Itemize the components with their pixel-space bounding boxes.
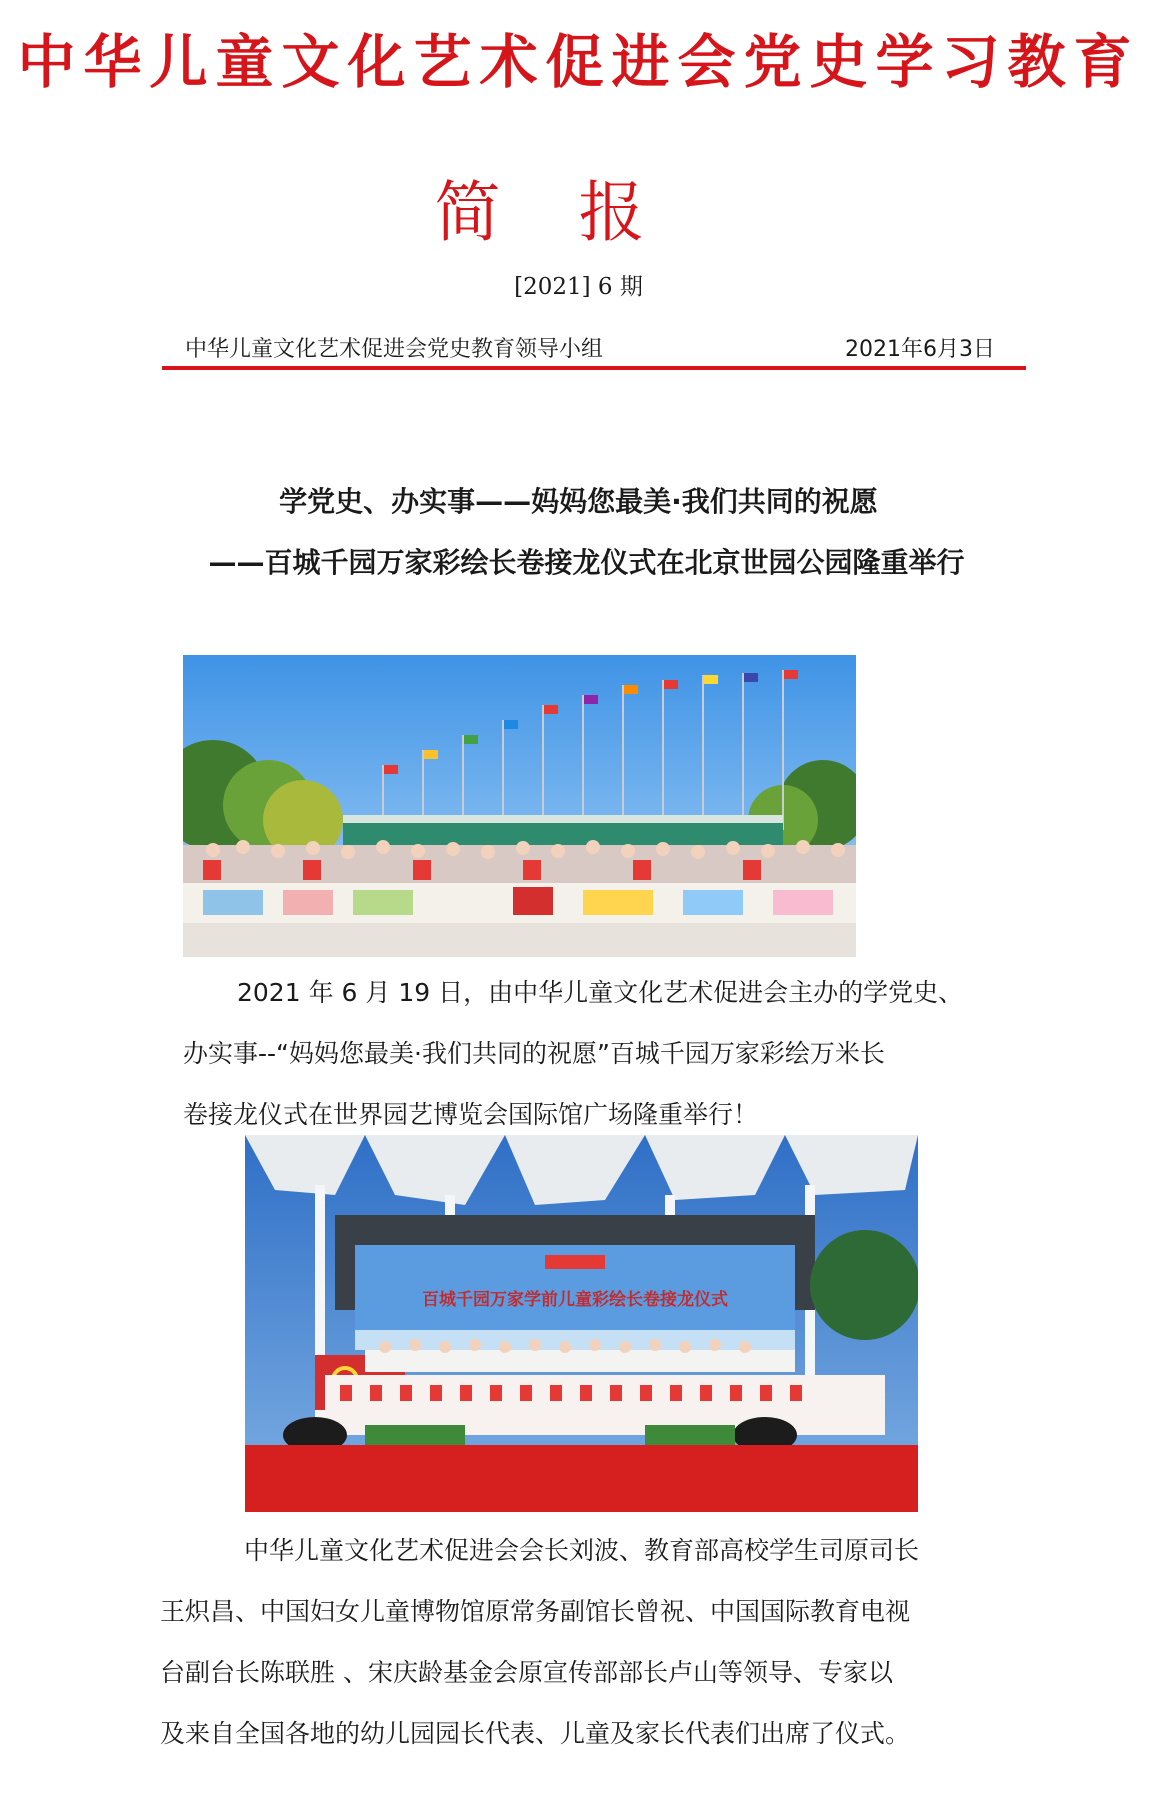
red-divider	[162, 366, 1026, 370]
masthead-meta	[185, 334, 995, 366]
issuer-name: 中华儿童文化艺术促进会党史教育领导小组	[185, 337, 604, 362]
paragraph-event-intro	[183, 962, 1023, 1145]
paragraph-line: 2021 年 6 月 19 日，由中华儿童文化艺术促进会主办的学党史、	[237, 978, 964, 1007]
stage-banner-text: 百城千园万家学前儿童彩绘长卷接龙仪式	[422, 1290, 728, 1310]
paragraph-line: 及来自全国各地的幼儿园园长代表、儿童及家长代表们出席了仪式。	[160, 1719, 911, 1748]
paragraph-line: 台副台长陈联胜 、宋庆龄基金会原宣传部部长卢山等领导、专家以	[160, 1658, 893, 1687]
issue-number: [2021] 6 期	[514, 274, 643, 300]
article-subheadline: ——百城千园万家彩绘长卷接龙仪式在北京世园公园隆重举行	[208, 546, 965, 579]
article-headline: 学党史、办实事——妈妈您最美·我们共同的祝愿	[279, 485, 878, 518]
photo-group-flags-image	[183, 655, 856, 957]
paragraph-line: 办实事--“妈妈您最美·我们共同的祝愿”百城千园万家彩绘万米长	[183, 1039, 885, 1068]
masthead-subtitle: 简报	[434, 174, 723, 251]
photo-group-flags	[183, 655, 856, 957]
paragraph-attendees	[160, 1520, 1040, 1764]
photo-stage-ceremony	[245, 1135, 918, 1512]
paragraph-line: 王炽昌、中国妇女儿童博物馆原常务副馆长曾祝、中国国际教育电视	[160, 1597, 911, 1626]
photo-stage-ceremony-image	[245, 1135, 918, 1512]
paragraph-line: 中华儿童文化艺术促进会会长刘波、教育部高校学生司原司长	[244, 1536, 920, 1565]
masthead-title: 中华儿童文化艺术促进会党史学习教育	[17, 28, 1140, 96]
paragraph-line: 卷接龙仪式在世界园艺博览会国际馆广场隆重举行！	[183, 1100, 759, 1129]
issue-date: 2021年6月3日	[845, 337, 995, 362]
